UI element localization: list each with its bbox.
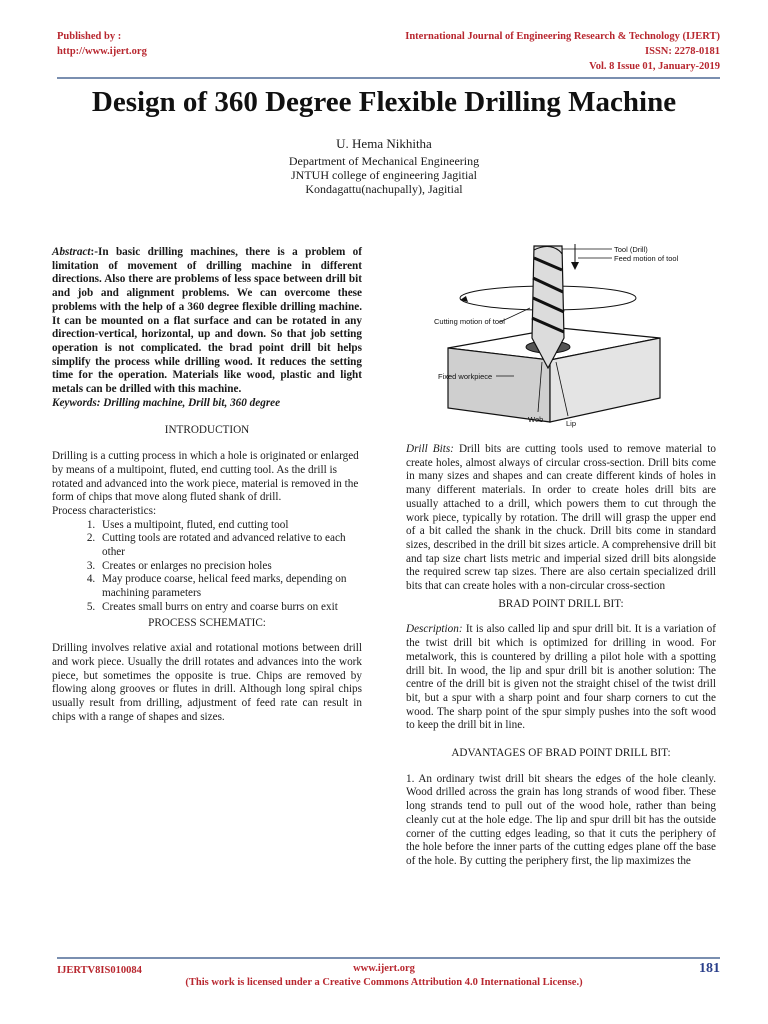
drill-bits-paragraph: [406, 443, 716, 594]
affiliation-line: Kondagattu(nachupally), Jagitial: [305, 182, 463, 196]
list-item: 2. Cutting tools are rotated and advanced relative to each other: [98, 532, 362, 559]
section-heading-introduction: INTRODUCTION: [164, 424, 250, 437]
description-label: Description:: [406, 623, 463, 636]
footer-divider: [57, 957, 720, 959]
drill-bits-text: Drill bits are cutting tools used to remove material to create holes, almost always of circular cross-section. Drill bits come in many sizes and shapes and can create different kinds of holes in many different materials. In order to create holes drill bits are usually attached to a drill, which powers them to cut through the work piece, typically by rotation. The drill will grasp the upper end of a bit called the shank in the chuck. Drill bits come in standard sizes, described in the drill bit sizes article. A comprehensive drill bit and tap size chart lists metric and imperial sized drill bits alongside the required screw tap sizes. There are also certain specialized drill bits that can create holes with a non-circular cross-section: [406, 443, 717, 593]
author-name: U. Hema Nikhitha: [336, 136, 432, 151]
description-text: It is also called lip and spur drill bit. It is a variation of the twist drill bit which is optimized for drilling in wood. For metalwork, this is countered by drilling a pilot hole with a spotting drill bit. In wood, the lip and spur drill bit is another solution: The centre of the drill bit is given not the straight chisel of the twist drill bit, but a spur with a sharp point and four sharp corners to cut the wood. The sharp point of the spur simply pushes into the soft wood to keep the drill bit in line.: [406, 623, 716, 732]
label-web: Web: [528, 415, 544, 424]
rotation-arrowhead: [460, 296, 468, 302]
brad-description: [406, 623, 716, 733]
schematic-paragraph: Drilling involves relative axial and rotational motions between drill and work piece. Usually the drill rotates and advances into the work piece, but sometimes the opposite is true. Chips are removed by flowing along grooves or flutes in drill. Although long spiral chips usually result from drilling, adjustment of feed rate can result in chips with a range of shapes and sizes.: [52, 642, 362, 723]
publisher-block: [57, 29, 147, 59]
affiliation-line: JNTUH college of engineering Jagitial: [291, 168, 477, 182]
feed-arrow-head: [571, 262, 579, 270]
paper-title: Design of 360 Degree Flexible Drilling Machine: [91, 86, 677, 118]
label-tool: Tool (Drill): [614, 245, 648, 254]
advantages-paragraph: 1. An ordinary twist drill bit shears the edges of the hole cleanly. Wood drilled across the grain has long strands of wood fiber. These long strands tend to pull out of the wood hole, rather than being cleanly cut at the hole edge. The lip and spur drill bit has the outside corner of the cutting edges leading, so that it cuts the periphery of the hole before the inner parts of the cutting edges plane off the base of the hole. By cutting the periphery first, the lip maximizes the: [406, 772, 716, 867]
label-cutting-motion: Cutting motion of tool: [434, 317, 505, 326]
issn: ISSN: 2278-0181: [645, 46, 720, 57]
journal-block: [405, 29, 720, 74]
publisher-label: Published by :: [57, 31, 122, 42]
affiliation-line: Department of Mechanical Engineering: [288, 154, 480, 168]
paper-id: IJERTV8IS010084: [57, 965, 142, 976]
list-item: 5. Creates small burrs on entry and coarse burrs on exit: [98, 601, 362, 615]
keywords: Keywords: Drilling machine, Drill bit, 360 degree: [52, 396, 281, 409]
page-number: 181: [699, 961, 720, 976]
publisher-url-link[interactable]: http://www.ijert.org: [57, 46, 147, 57]
label-feed-motion: Feed motion of tool: [614, 254, 679, 263]
drill-bits-label: Drill Bits:: [406, 443, 454, 455]
workpiece-front: [448, 348, 550, 422]
footer-url-link[interactable]: www.ijert.org: [353, 963, 415, 974]
label-lip: Lip: [566, 419, 577, 428]
left-column: [52, 246, 362, 725]
right-column: [406, 443, 716, 869]
label-fixed-workpiece: Fixed workpiece: [438, 372, 493, 381]
header-divider: [57, 77, 720, 79]
abstract-text: :-In basic drilling machines, there is a problem of limitation of movement of drilling machine in different directions. Also there are problems of less space between drill bit and job and alignment problems. We can overcome these problems with the help of a 360 degree flexible drilling machine. It can be mounted on a flat surface and can be rotated in any direction-vertical, horizontal, up and down. So that job setting operation is not complicated. the brad point drill bit helps simplify the process while drilling wood. It reduces the setting time for the operation. Materials like wood, plastic and light metals can be drilled with this machine.: [52, 246, 362, 396]
volume-issue: Vol. 8 Issue 01, January-2019: [589, 61, 720, 72]
drill-diagram: [430, 240, 720, 435]
license-note: (This work is licensed under a Creative Commons Attribution 4.0 International License.): [185, 977, 583, 988]
intro-paragraph: Drilling is a cutting process in which a hole is originated or enlarged by means of a multipoint, fluted, end cutting tool. As the drill is rotated and advanced into the work piece, material is removed in the form of chips that move along fluted shank of drill.: [52, 450, 359, 504]
process-characteristics-list: [52, 519, 362, 615]
process-characteristics-label: Process characteristics:: [52, 504, 157, 517]
abstract: [52, 246, 362, 397]
list-item: 4. May produce coarse, helical feed marks, depending on machining parameters: [98, 573, 362, 600]
footer-center: [0, 962, 768, 990]
section-heading-process-schematic: PROCESS SCHEMATIC:: [148, 616, 266, 629]
abstract-label: Abstract: [52, 246, 91, 258]
section-heading-brad-point: BRAD POINT DRILL BIT:: [498, 597, 624, 610]
journal-name: International Journal of Engineering Research & Technology (IJERT): [405, 31, 720, 42]
list-item: 1. Uses a multipoint, fluted, end cutting tool: [98, 519, 362, 533]
list-item: 3. Creates or enlarges no precision holes: [98, 560, 362, 574]
section-heading-advantages: ADVANTAGES OF BRAD POINT DRILL BIT:: [451, 747, 671, 760]
author-block: [0, 137, 768, 196]
